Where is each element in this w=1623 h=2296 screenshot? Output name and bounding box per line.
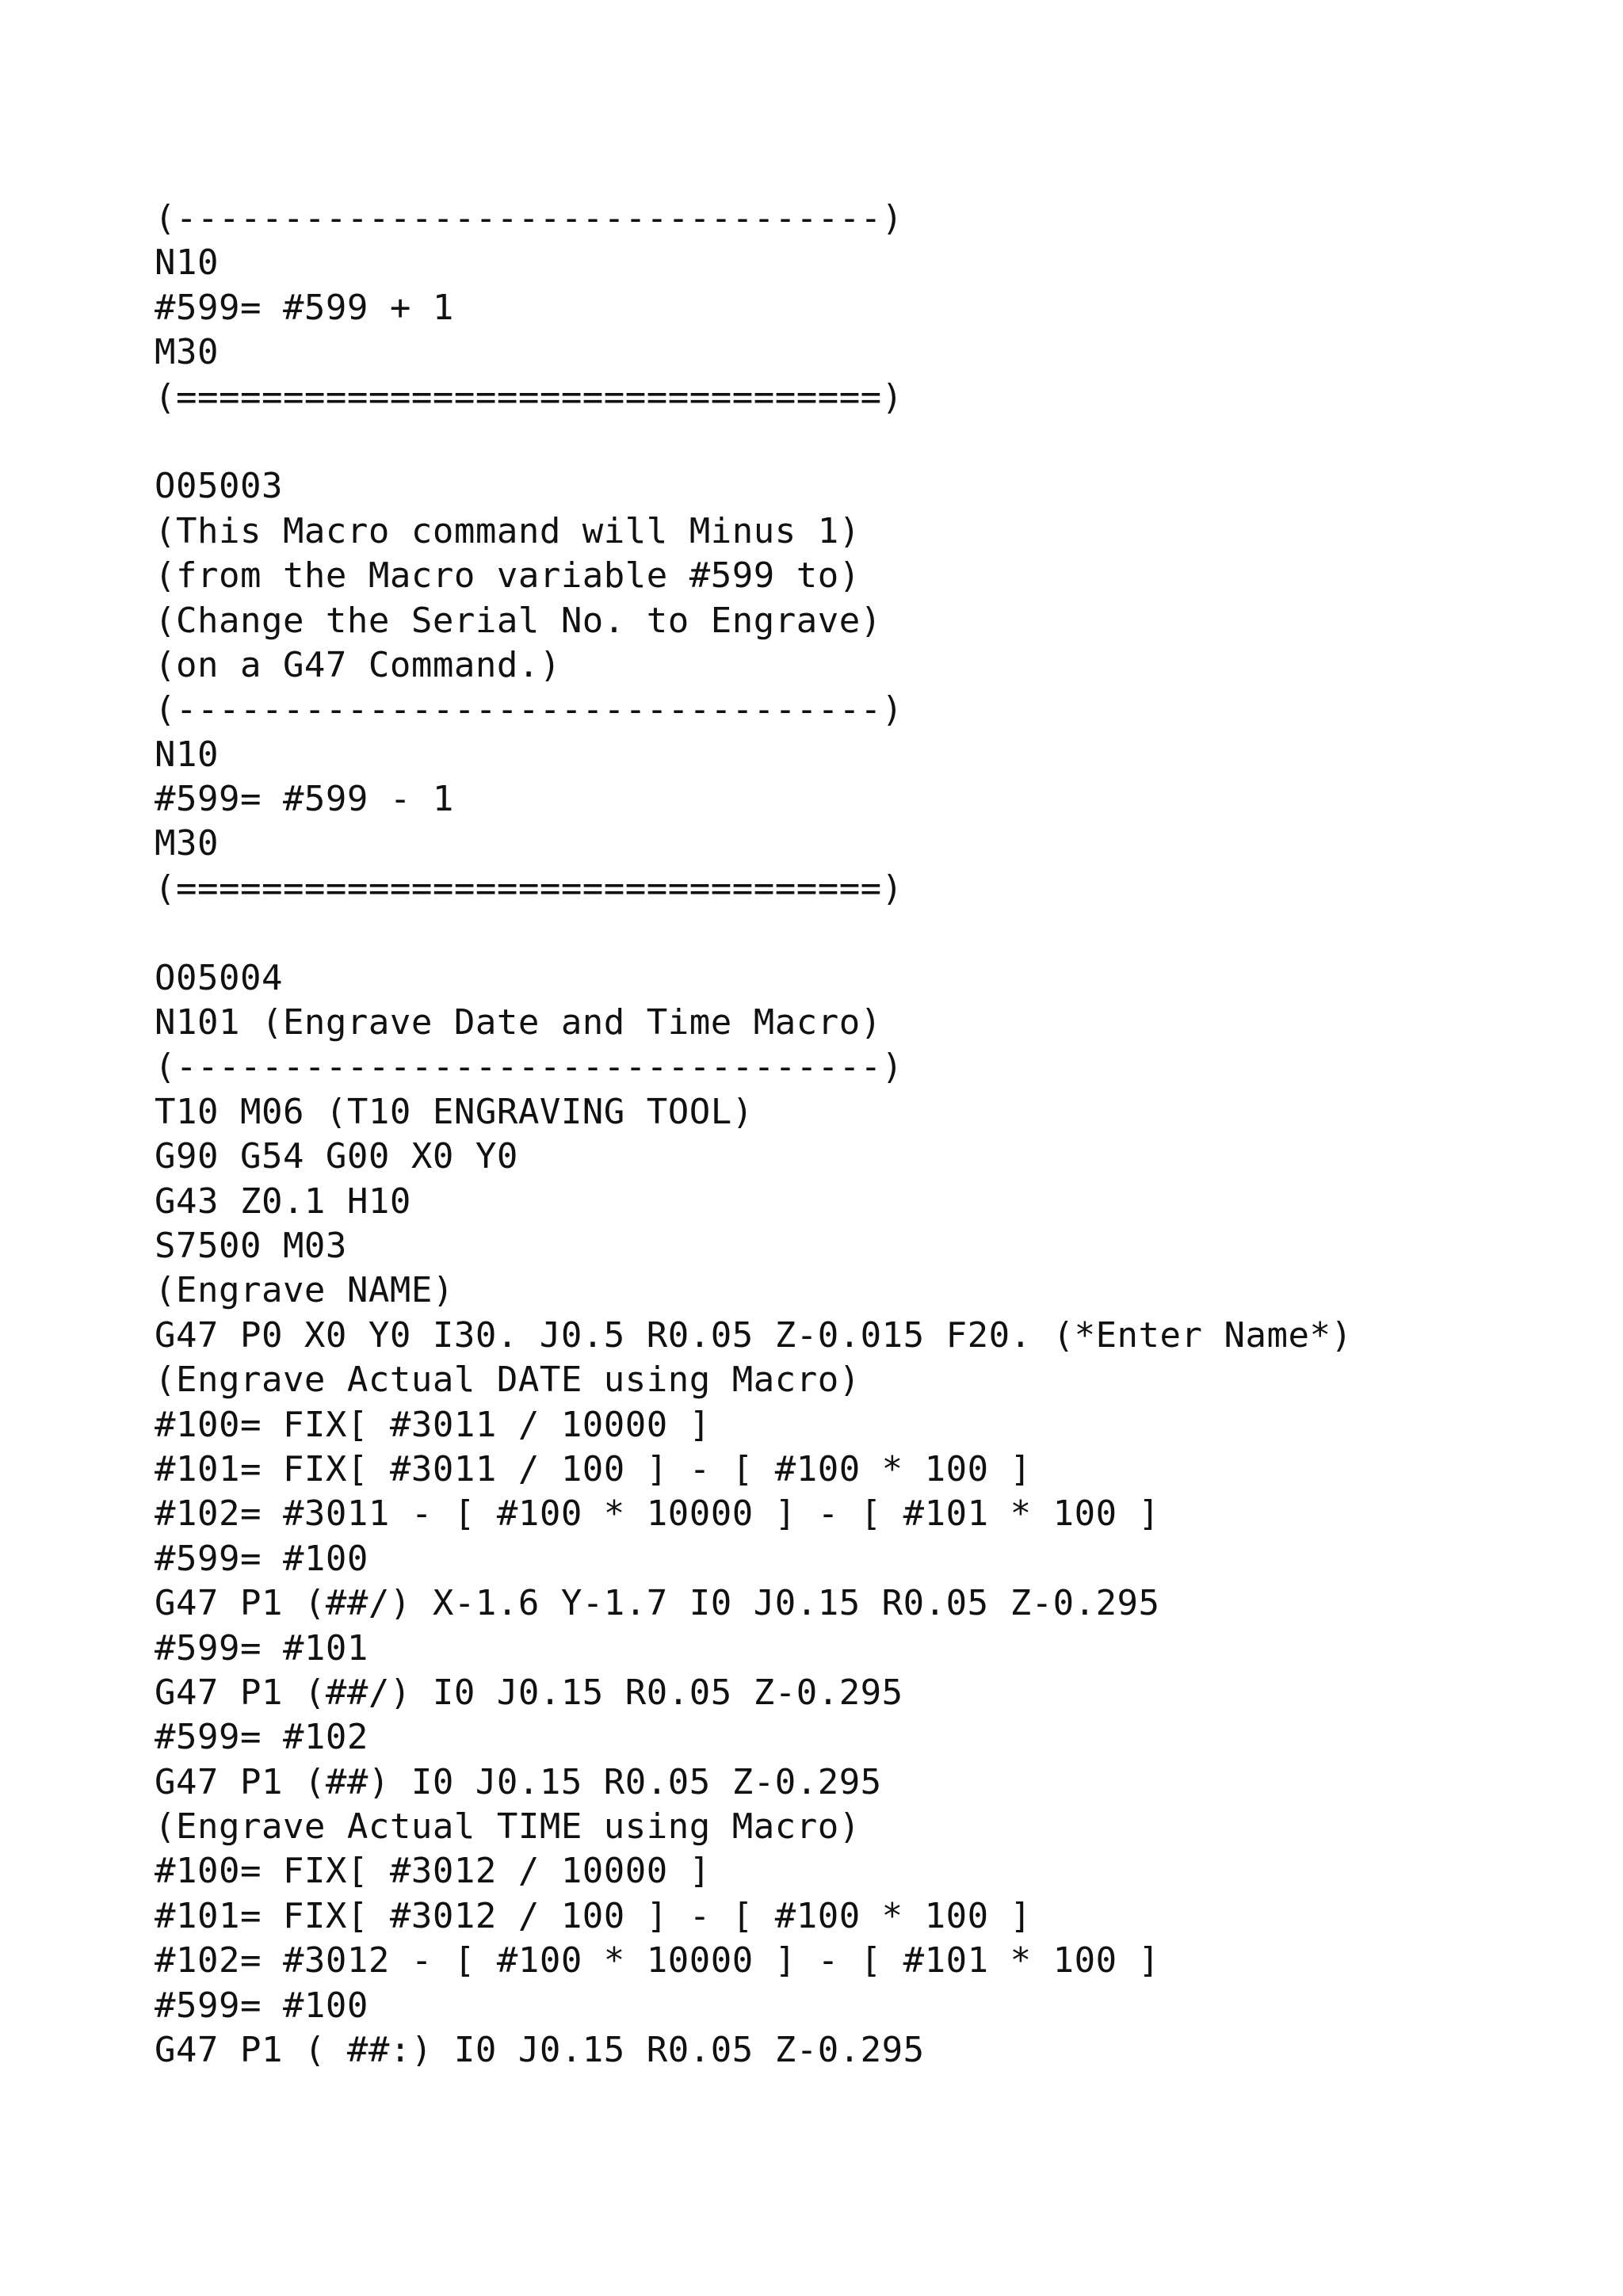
- code-line: G47 P1 (##/) I0 J0.15 R0.05 Z-0.295: [155, 1672, 903, 1713]
- code-line: [155, 420, 1352, 464]
- code-line: [155, 911, 1352, 955]
- code-line: M30: [155, 823, 219, 864]
- code-line: #599= #101: [155, 1627, 369, 1669]
- code-line: (Engrave Actual TIME using Macro): [155, 1806, 861, 1848]
- code-line: (Engrave Actual DATE using Macro): [155, 1360, 861, 1401]
- code-line: (---------------------------------): [155, 198, 903, 238]
- code-line: T10 M06 (T10 ENGRAVING TOOL): [155, 1091, 754, 1132]
- code-line: #101= FIX[ #3011 / 100 ] - [ #100 * 100 ]: [155, 1448, 1032, 1489]
- code-line: G90 G54 G00 X0 Y0: [155, 1136, 518, 1177]
- code-line: N10: [155, 242, 219, 284]
- code-line: O05004: [155, 957, 283, 998]
- code-line: (This Macro command will Minus 1): [155, 510, 861, 551]
- code-line: N101 (Engrave Date and Time Macro): [155, 1002, 882, 1043]
- code-line: (Engrave NAME): [155, 1270, 454, 1311]
- code-line: #102= #3012 - [ #100 * 10000 ] - [ #101 * 100 ]: [155, 1940, 1160, 1981]
- code-line: G47 P1 (##) I0 J0.15 R0.05 Z-0.295: [155, 1761, 882, 1802]
- code-line: #599= #100: [155, 1985, 369, 2026]
- code-line: G47 P1 (##/) X-1.6 Y-1.7 I0 J0.15 R0.05 Z-0.295: [155, 1583, 1160, 1624]
- code-line: M30: [155, 332, 219, 373]
- code-line: #100= FIX[ #3012 / 10000 ]: [155, 1851, 711, 1892]
- code-line: G47 P1 ( ##:) I0 J0.15 R0.05 Z-0.295: [155, 2030, 925, 2071]
- code-line: (=================================): [155, 376, 903, 418]
- code-line: (=================================): [155, 868, 903, 909]
- code-line: #100= FIX[ #3011 / 10000 ]: [155, 1404, 711, 1445]
- code-line: #599= #599 - 1: [155, 779, 454, 820]
- code-line: (Change the Serial No. to Engrave): [155, 600, 882, 641]
- code-line: S7500 M03: [155, 1225, 347, 1266]
- code-line: G47 P0 X0 Y0 I30. J0.5 R0.05 Z-0.015 F20. (*Enter Name*): [155, 1314, 1353, 1356]
- code-line: G43 Z0.1 H10: [155, 1180, 411, 1222]
- code-line: #599= #100: [155, 1538, 369, 1579]
- code-line: #101= FIX[ #3012 / 100 ] - [ #100 * 100 ]: [155, 1895, 1032, 1936]
- code-line: (---------------------------------): [155, 1047, 903, 1088]
- gcode-listing: [155, 196, 1352, 2073]
- code-line: #102= #3011 - [ #100 * 10000 ] - [ #101 * 100 ]: [155, 1493, 1160, 1535]
- code-line: #599= #102: [155, 1717, 369, 1758]
- code-line: N10: [155, 734, 219, 775]
- code-line: (on a G47 Command.): [155, 644, 561, 685]
- code-line: (from the Macro variable #599 to): [155, 555, 861, 597]
- code-line: (---------------------------------): [155, 689, 903, 730]
- code-line: #599= #599 + 1: [155, 287, 454, 328]
- code-line: O05003: [155, 466, 283, 507]
